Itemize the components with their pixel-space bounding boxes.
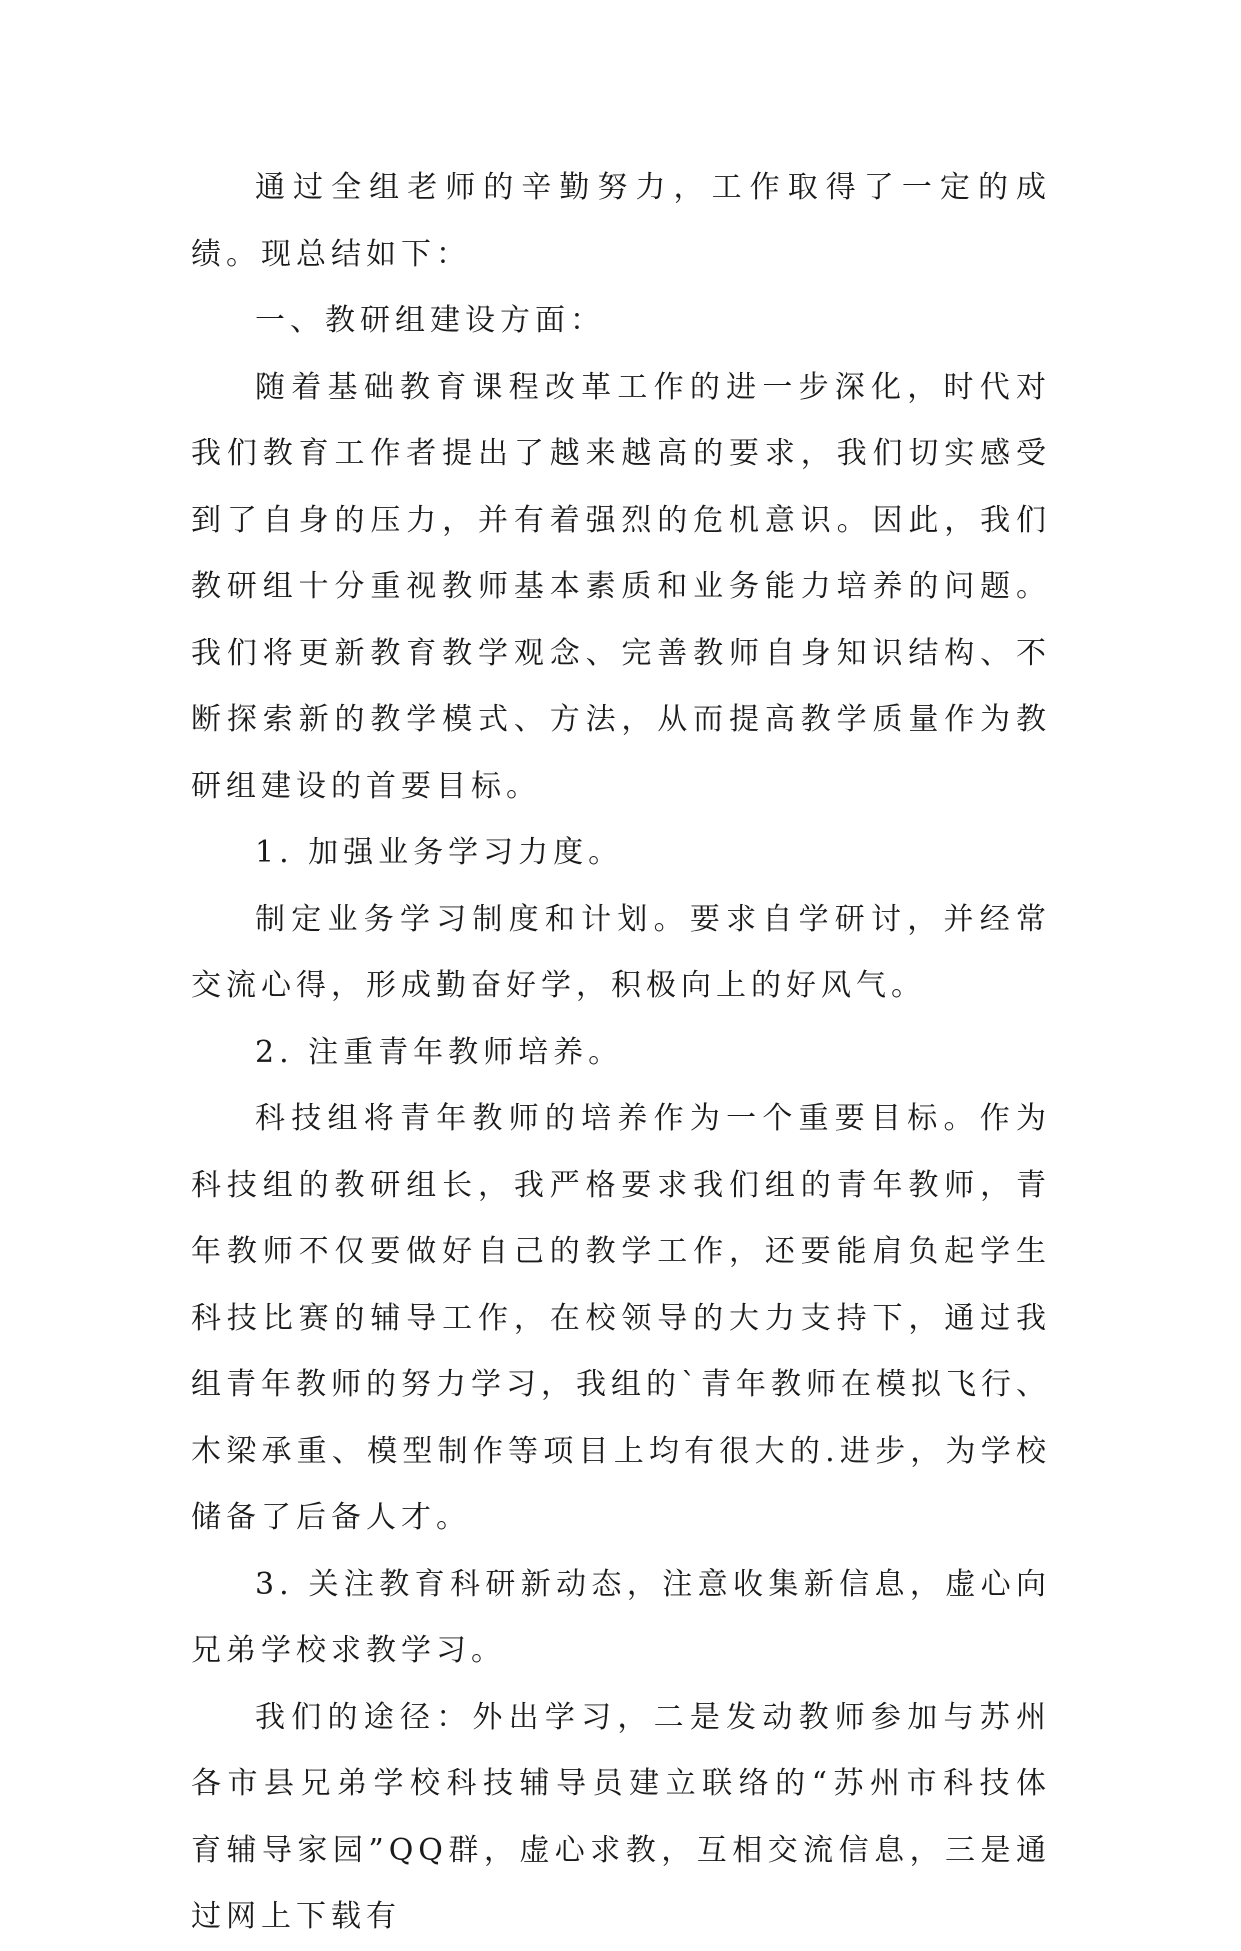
paragraph-approaches: 我们的途径：外出学习，二是发动教师参加与苏州各市县兄弟学校科技辅导员建立联络的“苏州市科技体育辅导家园”QQ群，虚心求教，互相交流信息，三是通过网上下载有 [191,1699,1051,1934]
subheading-business-study: 1. 加强业务学习力度。 [255,835,624,870]
paragraph-reform: 随着基础教育课程改革工作的进一步深化，时代对我们教育工作者提出了越来越高的要求，我们切实感受到了自身的压力，并有着强烈的危机意识。因此，我们教研组十分重视教师基本素质和业务能力培养的问题。我们将更新教育教学观念、完善教师自身知识结构、不断探索新的教学模式、方法，从而提高教学质量作为教研组建设的首要目标。 [191,369,1051,804]
paragraph-study-plan: 制定业务学习制度和计划。要求自学研讨，并经常交流心得，形成勤奋好学，积极向上的好风气。 [191,901,1051,1003]
section-heading-teaching-group: 一、教研组建设方面： [255,303,605,338]
paragraph-young-teachers: 科技组将青年教师的培养作为一个重要目标。作为科技组的教研组长，我严格要求我们组的青年教师，青年教师不仅要做好自己的教学工作，还要能肩负起学生科技比赛的辅导工作，在校领导的大力支持下，通过我组青年教师的努力学习，我组的`青年教师在模拟飞行、木梁承重、模型制作等项目上均有很大的.进步，为学校储备了后备人才。 [191,1101,1051,1535]
subheading-research-trends: 3. 关注教育科研新动态，注意收集新信息，虚心向兄弟学校求教学习。 [191,1566,1051,1668]
subheading-young-teachers: 2. 注重青年教师培养。 [255,1034,624,1070]
document-body [191,155,1051,1951]
paragraph-intro: 通过全组老师的辛勤努力，工作取得了一定的成绩。现总结如下： [191,170,1051,272]
